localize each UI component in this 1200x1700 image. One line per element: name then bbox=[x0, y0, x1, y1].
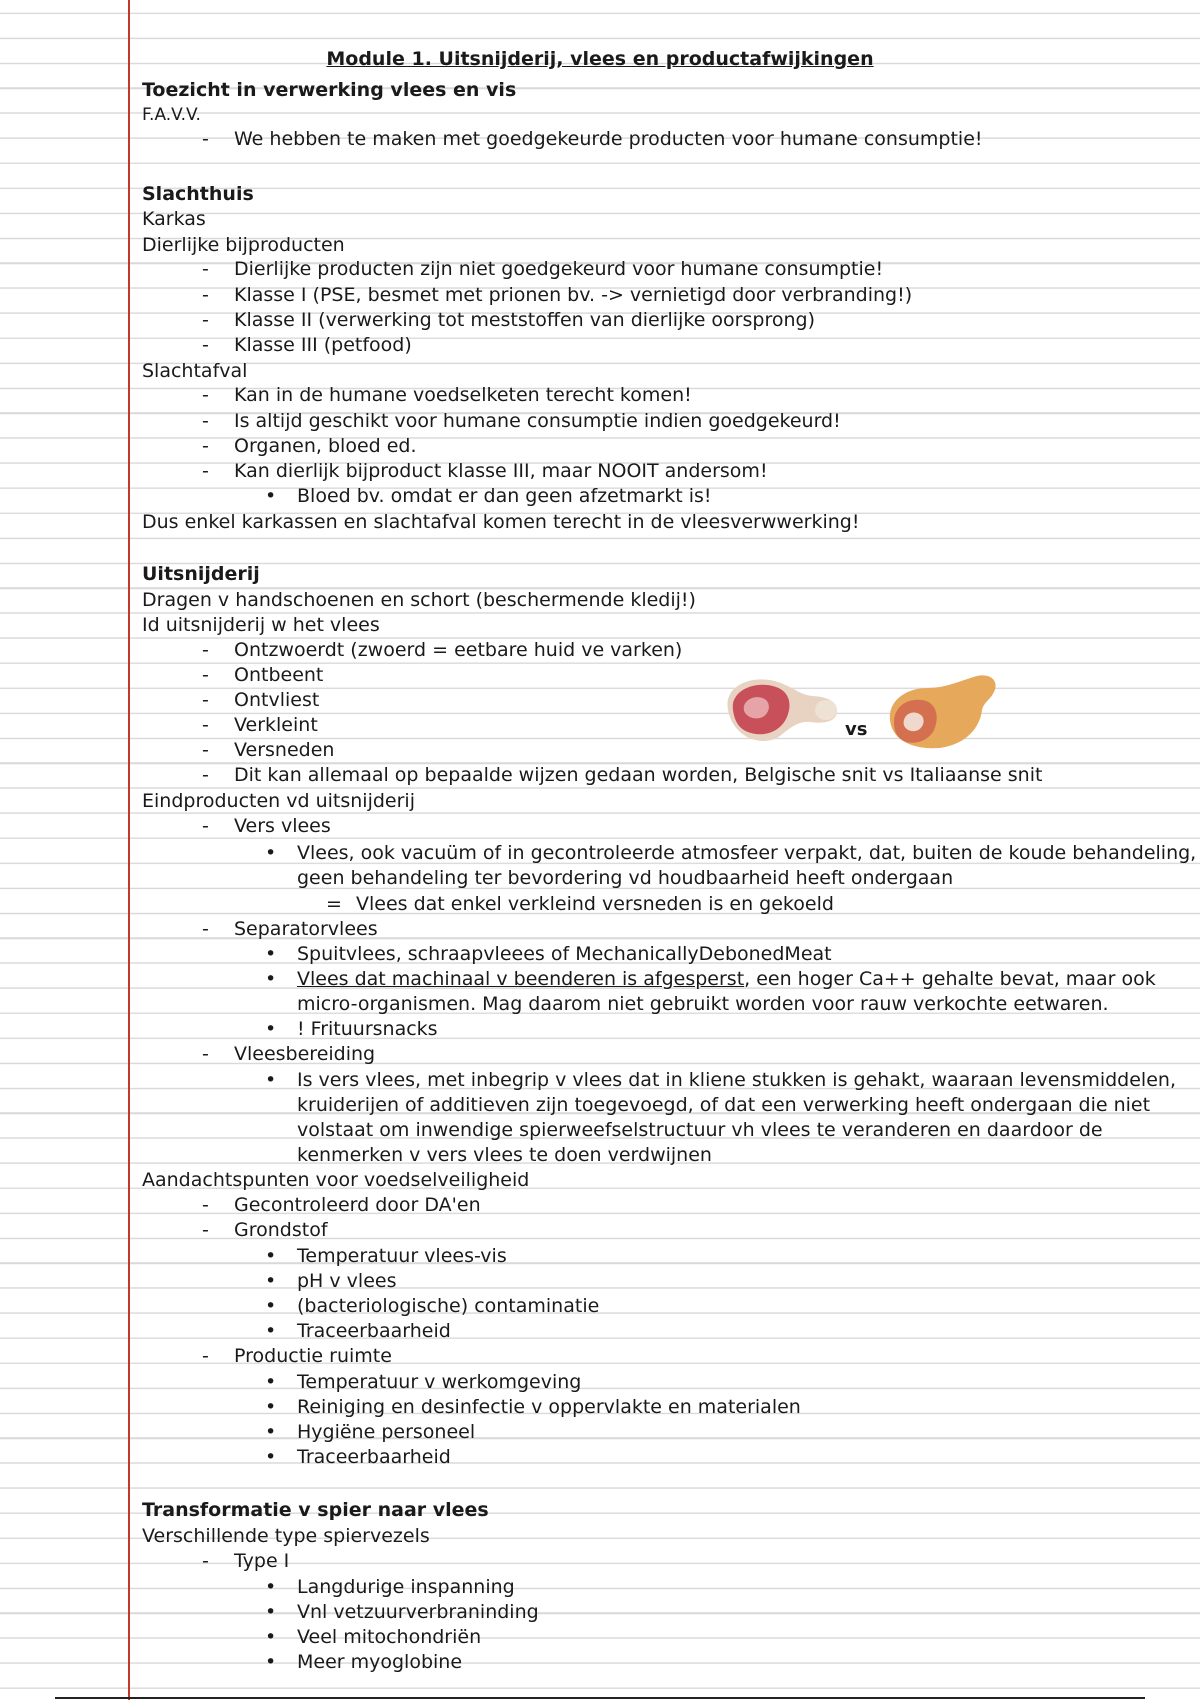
dot-bullet: • bbox=[265, 1651, 277, 1673]
list-item: Is altijd geschikt voor humane consumptie indien goedgekeurd! bbox=[234, 410, 841, 432]
heading-uitsnijderij: Uitsnijderij bbox=[142, 563, 260, 585]
list-item: Spuitvlees, schraapvleees of MechanicallyDebonedMeat bbox=[297, 943, 832, 965]
line-slachtafval: Slachtafval bbox=[142, 360, 248, 382]
list-item: (bacteriologische) contaminatie bbox=[297, 1295, 600, 1317]
list-item-text: , een hoger Ca++ gehalte bevat, maar ook bbox=[744, 968, 1156, 990]
list-item: Organen, bloed ed. bbox=[234, 435, 417, 457]
list-item: Temperatuur vlees-vis bbox=[297, 1245, 507, 1267]
dot-bullet: • bbox=[265, 1320, 277, 1342]
list-item: Is vers vlees, met inbegrip v vlees dat in kliene stukken is gehakt, waaraan levensmiddelen, bbox=[297, 1069, 1176, 1091]
dash-bullet: - bbox=[202, 1550, 209, 1572]
dash-bullet: - bbox=[202, 1345, 209, 1367]
list-item: Langdurige inspanning bbox=[297, 1576, 515, 1598]
list-item: Versneden bbox=[234, 739, 335, 761]
list-item: Vlees, ook vacuüm of in gecontroleerde atmosfeer verpakt, dat, buiten de koude behandeling, bbox=[297, 842, 1197, 864]
eq-bullet: = bbox=[326, 893, 342, 915]
dash-bullet: - bbox=[202, 309, 209, 331]
dot-bullet: • bbox=[265, 1069, 277, 1091]
dot-bullet: • bbox=[265, 1245, 277, 1267]
list-item: Klasse II (verwerking tot meststoffen van dierlijke oorsprong) bbox=[234, 309, 815, 331]
dash-bullet: - bbox=[202, 334, 209, 356]
dot-bullet: • bbox=[265, 1396, 277, 1418]
dash-bullet: - bbox=[202, 689, 209, 711]
dash-bullet: - bbox=[202, 128, 209, 150]
dot-bullet: • bbox=[265, 485, 277, 507]
ham-italian-cut-image bbox=[882, 672, 1002, 752]
list-item: Kan dierlijk bijproduct klasse III, maar NOOIT andersom! bbox=[234, 460, 768, 482]
list-item-continuation: micro-organismen. Mag daarom niet gebruikt worden voor rauw verkochte eetwaren. bbox=[297, 993, 1109, 1015]
heading-slachthuis: Slachthuis bbox=[142, 183, 254, 205]
list-item-continuation: geen behandeling ter bevordering vd houdbaarheid heeft ondergaan bbox=[297, 867, 954, 889]
line-aandachtspunten: Aandachtspunten voor voedselveiligheid bbox=[142, 1169, 530, 1191]
dash-bullet: - bbox=[202, 1043, 209, 1065]
dot-bullet: • bbox=[265, 1018, 277, 1040]
line-dierlijke-bijproducten: Dierlijke bijproducten bbox=[142, 234, 345, 256]
line-spiervezels: Verschillende type spiervezels bbox=[142, 1525, 430, 1547]
dash-bullet: - bbox=[202, 258, 209, 280]
list-item: Meer myoglobine bbox=[297, 1651, 463, 1673]
list-item: Vlees dat enkel verkleind versneden is en gekoeld bbox=[356, 893, 834, 915]
list-item-continuation: volstaat om inwendige spierweefselstructuur vh vlees te veranderen en daardoor de bbox=[297, 1119, 1103, 1141]
dot-bullet: • bbox=[265, 968, 277, 990]
dot-bullet: • bbox=[265, 1626, 277, 1648]
page-title: Module 1. Uitsnijderij, vlees en productafwijkingen bbox=[326, 48, 874, 70]
line-dus-enkel: Dus enkel karkassen en slachtafval komen terecht in de vleesverwwerking! bbox=[142, 511, 860, 533]
dot-bullet: • bbox=[265, 1446, 277, 1468]
list-item: Separatorvlees bbox=[234, 918, 378, 940]
list-item: Verkleint bbox=[234, 714, 318, 736]
list-item: We hebben te maken met goedgekeurde producten voor humane consumptie! bbox=[234, 128, 983, 150]
list-item: Reiniging en desinfectie v oppervlakte en materialen bbox=[297, 1396, 801, 1418]
dash-bullet: - bbox=[202, 460, 209, 482]
list-item: Ontbeent bbox=[234, 664, 324, 686]
list-item: Temperatuur v werkomgeving bbox=[297, 1371, 582, 1393]
list-item: Traceerbaarheid bbox=[297, 1446, 451, 1468]
list-item: Dierlijke producten zijn niet goedgekeurd voor humane consumptie! bbox=[234, 258, 884, 280]
list-item: Productie ruimte bbox=[234, 1345, 392, 1367]
list-item: ! Frituursnacks bbox=[297, 1018, 438, 1040]
line-handschoenen: Dragen v handschoenen en schort (beschermende kledij!) bbox=[142, 589, 696, 611]
dot-bullet: • bbox=[265, 1601, 277, 1623]
list-item: Klasse III (petfood) bbox=[234, 334, 412, 356]
list-item-continuation: kruiderijen of additieven zijn toegevoegd, of dat een verwerking heeft ondergaan die niet bbox=[297, 1094, 1151, 1116]
dash-bullet: - bbox=[202, 284, 209, 306]
list-item: Dit kan allemaal op bepaalde wijzen gedaan worden, Belgische snit vs Italiaanse snit bbox=[234, 764, 1043, 786]
list-item: Bloed bv. omdat er dan geen afzetmarkt is! bbox=[297, 485, 712, 507]
line-karkas: Karkas bbox=[142, 208, 206, 230]
margin-line bbox=[128, 0, 130, 1700]
line-id-uitsnijderij: Id uitsnijderij w het vlees bbox=[142, 614, 380, 636]
dash-bullet: - bbox=[202, 764, 209, 786]
heading-toezicht: Toezicht in verwerking vlees en vis bbox=[142, 79, 517, 101]
list-item: Hygiëne personeel bbox=[297, 1421, 476, 1443]
list-item: Ontzwoerdt (zwoerd = eetbare huid ve varken) bbox=[234, 639, 683, 661]
vs-label: vs bbox=[845, 719, 868, 740]
dot-bullet: • bbox=[265, 1371, 277, 1393]
list-item: Veel mitochondriën bbox=[297, 1626, 482, 1648]
line-favv: F.A.V.V. bbox=[142, 105, 201, 125]
dot-bullet: • bbox=[265, 1270, 277, 1292]
list-item: Klasse I (PSE, besmet met prionen bv. -> vernietigd door verbranding!) bbox=[234, 284, 913, 306]
line-eindproducten: Eindproducten vd uitsnijderij bbox=[142, 790, 415, 812]
list-item bbox=[297, 968, 1156, 991]
ham-belgian-cut-image bbox=[718, 670, 843, 750]
dash-bullet: - bbox=[202, 815, 209, 837]
dash-bullet: - bbox=[202, 739, 209, 761]
dash-bullet: - bbox=[202, 410, 209, 432]
underlined-text: Vlees dat machinaal v beenderen is afgesperst bbox=[297, 968, 745, 990]
dash-bullet: - bbox=[202, 664, 209, 686]
dash-bullet: - bbox=[202, 1194, 209, 1216]
list-item: pH v vlees bbox=[297, 1270, 397, 1292]
list-item: Vers vlees bbox=[234, 815, 331, 837]
list-item: Ontvliest bbox=[234, 689, 320, 711]
list-item: Gecontroleerd door DA'en bbox=[234, 1194, 481, 1216]
dot-bullet: • bbox=[265, 1295, 277, 1317]
dash-bullet: - bbox=[202, 639, 209, 661]
bottom-rule bbox=[55, 1697, 1145, 1699]
dot-bullet: • bbox=[265, 1421, 277, 1443]
dot-bullet: • bbox=[265, 842, 277, 864]
list-item-continuation: kenmerken v vers vlees te doen verdwijnen bbox=[297, 1144, 712, 1166]
dash-bullet: - bbox=[202, 714, 209, 736]
dot-bullet: • bbox=[265, 1576, 277, 1598]
list-item: Vnl vetzuurverbraninding bbox=[297, 1601, 539, 1623]
list-item: Kan in de humane voedselketen terecht komen! bbox=[234, 384, 692, 406]
list-item: Type I bbox=[234, 1550, 290, 1572]
heading-transformatie: Transformatie v spier naar vlees bbox=[142, 1499, 489, 1521]
dash-bullet: - bbox=[202, 918, 209, 940]
list-item: Traceerbaarheid bbox=[297, 1320, 451, 1342]
dash-bullet: - bbox=[202, 384, 209, 406]
list-item: Vleesbereiding bbox=[234, 1043, 376, 1065]
dash-bullet: - bbox=[202, 1219, 209, 1241]
dot-bullet: • bbox=[265, 943, 277, 965]
dash-bullet: - bbox=[202, 435, 209, 457]
list-item: Grondstof bbox=[234, 1219, 328, 1241]
